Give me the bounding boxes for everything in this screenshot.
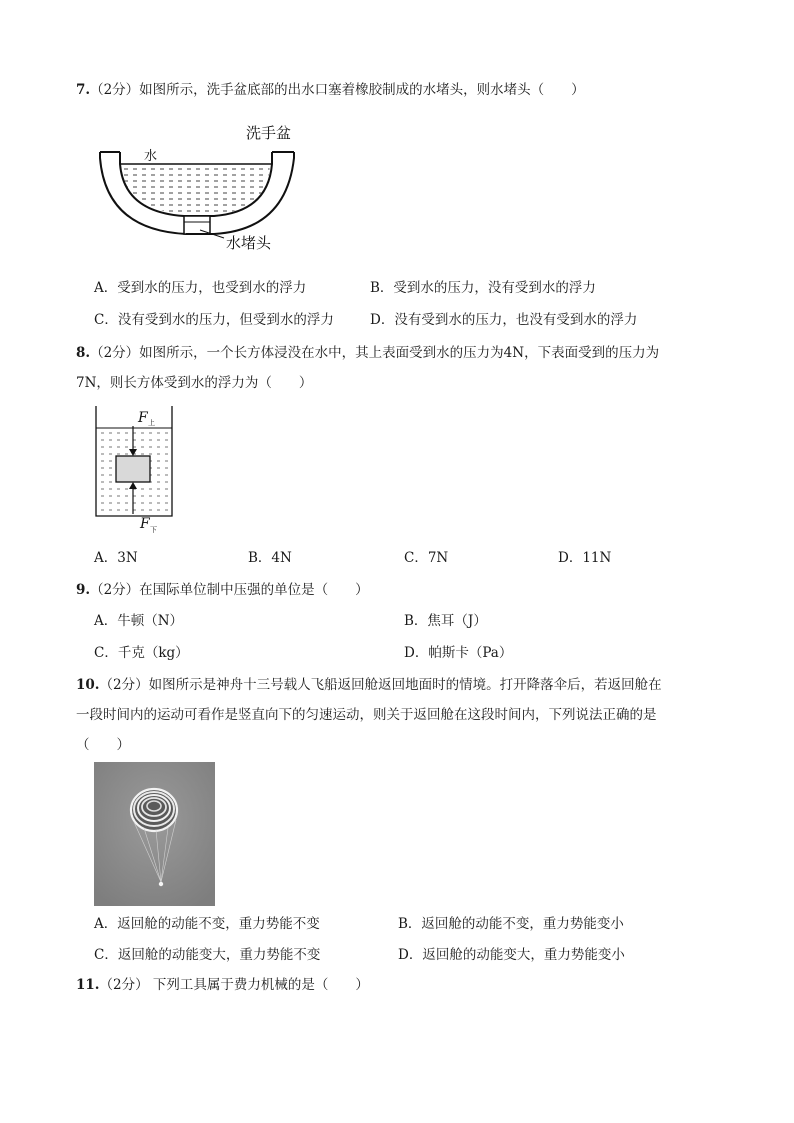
question-11-stem: [76, 975, 369, 995]
q10-option-d[interactable]: D．返回舱的动能变大，重力势能变小: [398, 947, 625, 963]
basin-figure: [96, 118, 296, 266]
q8-option-b[interactable]: B．4N: [248, 550, 292, 566]
q10-option-b[interactable]: B．返回舱的动能不变，重力势能变小: [398, 916, 624, 932]
water-label: 水: [144, 148, 158, 163]
question-9-stem: [76, 580, 369, 600]
question-number: 9.: [76, 582, 91, 598]
question-text: （2分）在国际单位制中压强的单位是（ ）: [90, 582, 369, 598]
force-lower-subscript: 下: [150, 526, 157, 534]
parachute-capsule-photo: [94, 762, 215, 906]
question-8-stem-line2: 7N，则长方体受到水的浮力为（ ）: [76, 375, 313, 391]
q7-option-a[interactable]: A．受到水的压力，也受到水的浮力: [94, 280, 307, 296]
block-in-water-figure: [92, 402, 182, 538]
question-number: 7.: [76, 82, 91, 98]
question-number: 11.: [76, 977, 100, 993]
cuboid-block: [116, 456, 150, 482]
force-lower-label: F: [140, 516, 150, 532]
q10-option-a[interactable]: A．返回舱的动能不变，重力势能不变: [94, 916, 320, 932]
water-plug: [184, 216, 210, 234]
question-text: （2分）如图所示是神舟十三号载人飞船返回舱返回地面时的情境。打开降落伞后，若返回舱在: [99, 677, 662, 693]
question-number: 8.: [76, 345, 91, 361]
q7-option-d[interactable]: D．没有受到水的压力，也没有受到水的浮力: [370, 312, 638, 328]
q9-option-b[interactable]: B．焦耳（J）: [404, 613, 487, 629]
force-upper-subscript: 上: [148, 419, 155, 427]
q9-option-a[interactable]: A．牛顿（N）: [94, 613, 184, 629]
q10-option-c[interactable]: C．返回舱的动能变大，重力势能不变: [94, 947, 321, 963]
capsule-icon: [159, 882, 163, 886]
question-8-stem-line1: [76, 343, 659, 363]
q7-option-b[interactable]: B．受到水的压力，没有受到水的浮力: [370, 280, 596, 296]
question-7-stem: [76, 80, 585, 100]
q8-option-a[interactable]: A．3N: [94, 550, 138, 566]
plug-label: 水堵头: [226, 235, 272, 252]
water-fill: [120, 166, 272, 216]
q8-option-c[interactable]: C．7N: [404, 550, 449, 566]
question-10-stem-line3: （ ）: [76, 737, 130, 753]
question-text: （2分）如图所示，一个长方体浸没在水中，其上表面受到水的压力为4N，下表面受到的压力为: [90, 345, 660, 361]
q7-option-c[interactable]: C．没有受到水的压力，但受到水的浮力: [94, 312, 334, 328]
question-text: （2分） 下列工具属于费力机械的是（ ）: [99, 977, 369, 993]
question-number: 10.: [76, 677, 100, 693]
q8-option-d[interactable]: D．11N: [558, 550, 612, 566]
force-upper-label: F: [138, 410, 148, 426]
question-text: （2分）如图所示，洗手盆底部的出水口塞着橡胶制成的水堵头，则水堵头（ ）: [90, 82, 585, 98]
basin-label: 洗手盆: [246, 125, 292, 142]
question-10-stem-line1: [76, 675, 662, 695]
q9-option-c[interactable]: C．千克（kg）: [94, 645, 189, 661]
question-10-stem-line2: 一段时间内的运动可看作是竖直向下的匀速运动，则关于返回舱在这段时间内，下列说法正确的是: [76, 707, 657, 723]
q9-option-d[interactable]: D．帕斯卡（Pa）: [404, 645, 513, 661]
